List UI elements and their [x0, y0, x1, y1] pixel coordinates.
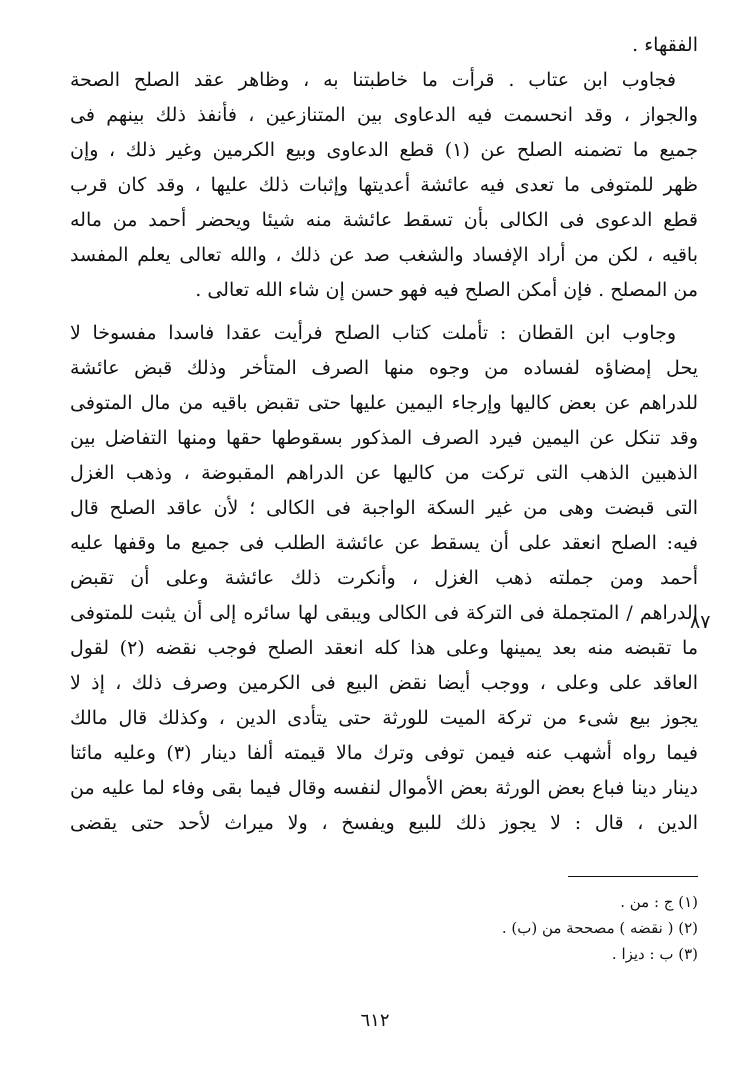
text-line: للدراهم عن بعض كاليها وإرجاء اليمين عليها حتى تقبض باقيه من مال المتوفى	[70, 392, 698, 414]
text-line: فيه: الصلح انعقد على أن يسقط عن عائشة الطلب فى جميع ما وقفها عليه	[70, 532, 698, 554]
text-line: العاقد على وعلى ، ووجب أيضا نقض البيع فى الكرمين وصرف ذلك ، إذ لا	[70, 672, 698, 694]
text-line: جميع ما تضمنه الصلح عن (١) قطع الدعاوى وبيع الكرمين وغير ذلك ، وإن	[70, 139, 698, 161]
text-line: قطع الدعوى فى الكالى بأن تسقط عائشة منه شيئا ويحضر أحمد من ماله	[70, 209, 698, 231]
text-line: والجواز ، وقد انحسمت فيه الدعاوى بين المتنازعين ، فأنفذ ذلك بينهم فى	[70, 104, 698, 126]
footnote: (١) ج : من .	[620, 893, 698, 911]
text-line: ظهر للمتوفى ما تعدى فيه عائشة أعديتها وإثبات ذلك عليها ، وقد كان قرب	[70, 174, 698, 196]
text-line: الفقهاء .	[632, 34, 698, 56]
text-line: دينار دينا فباع بعض الورثة بعض الأموال لنفسه وقال فيما بقى وفاء لما عليه من	[70, 777, 698, 799]
text-line: التى قبضت وهى من غير السكة الواجبة فى الكالى ؛ لأن عاقد الصلح قال	[70, 497, 698, 519]
text-line: يجوز بيع شىء من تركة الميت للورثة حتى يتأدى الدين ، وكذلك قال مالك	[70, 707, 698, 729]
footnote: (٣) ب : ديزا .	[611, 945, 698, 963]
text-line: الدراهم / المتجملة فى التركة فى الكالى ويبقى لها سائره إلى أن يثبت للمتوفى	[70, 602, 698, 624]
text-line: يحل إمضاؤه لفساده من وجوه منها الصرف المتأخر وذلك قبض عائشة	[70, 357, 698, 379]
text-line: فيما رواه أشهب عنه فيمن توفى وترك مالا قيمته ألفا دينار (٣) وعليه مائتا	[70, 742, 698, 764]
footnote-separator	[568, 876, 698, 877]
main-text	[70, 28, 698, 841]
text-line: الذهبين الذهب التى تركت من كاليها عن الدراهم المقبوضة ، وذهب الغزل	[70, 462, 698, 484]
text-line: فجاوب ابن عتاب . قرأت ما خاطبتنا به ، وظاهر عقد الصلح الصحة	[70, 69, 676, 91]
text-line: من المصلح . فإن أمكن الصلح فيه فهو حسن إن شاء الله تعالى .	[195, 279, 698, 301]
text-line: وقد تنكل عن اليمين فيرد الصرف المذكور بسقوطها حقها ومنها التفاضل بين	[70, 427, 698, 449]
text-line: ما تقبضه منه بعد يمينها وعلى هذا كله انعقد الصلح فوجب نقضه (٢) لقول	[70, 637, 698, 659]
text-line: باقيه ، لكن من أراد الإفساد والشغب صد عن ذلك ، والله تعالى يعلم المفسد	[70, 244, 698, 266]
margin-page-reference: ٨٧	[690, 611, 711, 633]
page-number: ٦١٢	[360, 1010, 390, 1031]
footnote: (٢) ( نقضه ) مصححة من (ب) .	[501, 919, 698, 937]
text-line: الدين ، قال : لا يجوز ذلك للبيع ويفسخ ، ولا ميراث لأحد حتى يقضى	[70, 812, 698, 834]
text-line: أحمد ومن جملته ذهب الغزل ، وأنكرت ذلك عائشة وعلى أن تقبض	[70, 567, 698, 589]
text-line: وجاوب ابن القطان : تأملت كتاب الصلح فرأيت عقدا فاسدا مفسوخا لا	[70, 322, 676, 344]
